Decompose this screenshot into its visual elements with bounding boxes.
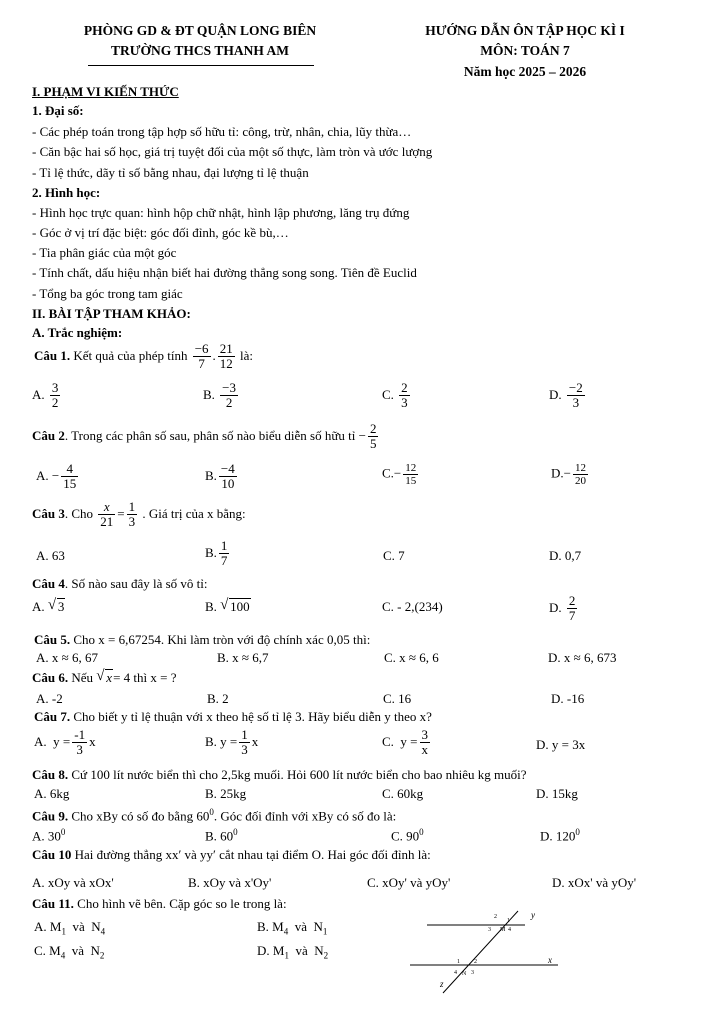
question-label: Câu 7.	[34, 709, 71, 724]
algebra-title: 1. Đại số:	[32, 103, 84, 118]
option-d[interactable]: D. 15kg	[536, 786, 578, 801]
option-label: B.	[257, 919, 269, 934]
question-label: Câu 9.	[32, 808, 69, 824]
degree: 0	[575, 827, 580, 837]
fraction	[399, 381, 410, 411]
option-c[interactable]: C. 16	[383, 691, 412, 706]
fraction	[218, 342, 235, 372]
angle-letter: M	[272, 919, 284, 934]
equation-lhs: y =	[400, 733, 418, 749]
question-text: có số đo bằng 60	[121, 808, 210, 824]
conjunction: và	[71, 943, 85, 958]
option-label: B.	[205, 599, 217, 614]
section-2-title: II. BÀI TẬP THAM KHẢO:	[32, 306, 191, 321]
angle-letter: N	[91, 919, 101, 934]
numerator: -1	[74, 727, 86, 742]
label-x: x	[548, 955, 552, 965]
header-rule	[88, 65, 314, 66]
option-label: A.	[34, 733, 47, 749]
numerator: 3	[51, 380, 59, 395]
angle-letter: M	[49, 943, 61, 958]
question-label: Câu 2	[32, 427, 65, 443]
conjunction: và	[295, 943, 308, 958]
fraction	[127, 500, 138, 530]
algebra-item: - Căn bậc hai số học, giá trị tuyệt đối của một số thực, làm tròn và ước lượng	[32, 144, 433, 159]
question-3	[32, 500, 246, 530]
option-a[interactable]	[36, 462, 80, 492]
fraction	[219, 462, 237, 492]
option-label: A.	[32, 386, 45, 402]
option-d[interactable]	[549, 381, 587, 411]
denominator: 7	[220, 553, 228, 569]
fraction	[567, 594, 578, 624]
point-m: M	[500, 927, 506, 933]
fraction	[72, 728, 87, 758]
multiple-choice-title: A. Trắc nghiệm:	[32, 325, 123, 340]
option-c[interactable]: C. xOy' và yOy'	[367, 875, 451, 890]
option-c[interactable]	[382, 381, 412, 411]
angle-index: 1	[322, 926, 328, 937]
option-label: C.	[382, 733, 394, 749]
geometry-item: - Tia phân giác của một góc	[32, 245, 177, 260]
option-c[interactable]: C. 60kg	[382, 786, 424, 801]
angle-letter: N	[314, 943, 324, 958]
fraction	[368, 422, 379, 452]
angle-n3: 3	[471, 970, 474, 976]
question-text: là:	[240, 347, 254, 363]
numerator: 2	[369, 421, 377, 436]
question-text: . Góc đối đỉnh với	[213, 808, 309, 824]
question-label: Câu 1.	[34, 347, 71, 363]
fraction	[403, 462, 418, 487]
option-label: A.	[32, 599, 45, 614]
label-y: y	[531, 910, 535, 920]
option-label: B.	[205, 467, 217, 483]
option-c[interactable]	[382, 462, 420, 487]
question-text: Cho biết y tỉ lệ thuận với x theo hệ số tỉ lệ 3. Hãy biểu diễn y theo x?	[73, 709, 432, 724]
question-text: Cứ 100 lít nước biển thì cho 2,5kg muối. Hỏi 600 lít nước biển cho bao nhiêu kg muối?	[71, 767, 527, 782]
option-c[interactable]: C. - 2,(234)	[382, 599, 443, 614]
angle-index: 2	[323, 950, 329, 961]
question-label: Câu 10	[32, 847, 72, 862]
option-d[interactable]	[549, 594, 579, 624]
angle-m4: 4	[508, 927, 511, 933]
option-a[interactable]	[32, 600, 65, 613]
minus-sign: −	[358, 427, 366, 443]
option-b[interactable]	[205, 828, 238, 842]
option-label: D.	[257, 943, 270, 958]
numerator: −4	[220, 461, 235, 476]
option-d[interactable]: D. xOx' và yOy'	[552, 875, 637, 890]
option-c[interactable]	[382, 728, 432, 758]
fraction	[193, 342, 211, 372]
denominator: 3	[401, 395, 408, 411]
conjunction: và	[294, 919, 308, 934]
fraction	[50, 381, 61, 411]
question-text: . Giá trị của x bằng:	[142, 505, 246, 521]
minus-sign: −	[393, 465, 402, 481]
question-label: Câu 3	[32, 505, 65, 521]
numerator: −3	[222, 380, 237, 395]
denominator: 5	[369, 436, 377, 452]
radicand: 100	[230, 599, 250, 614]
angle-n4: 4	[454, 970, 457, 976]
angle-letter: N	[313, 919, 323, 934]
algebra-item: - Tỉ lệ thức, dãy tỉ số bằng nhau, đại lượng tỉ lệ thuận	[32, 165, 309, 180]
fraction	[420, 728, 431, 758]
option-label: A.	[36, 467, 49, 483]
subject: MÔN: TOÁN 7	[480, 43, 570, 58]
denominator: 21	[100, 514, 114, 530]
fraction	[567, 381, 585, 411]
angle-index: 4	[283, 926, 289, 937]
numerator: 4	[61, 462, 78, 477]
variable: x	[89, 733, 96, 749]
option-text: B. 60	[205, 828, 234, 844]
geometry-item: - Tính chất, dấu hiệu nhận biết hai đường thẳng song song. Tiên đề Euclid	[32, 265, 417, 280]
numerator: 1	[220, 538, 228, 553]
angle-n2: 2	[474, 959, 477, 965]
denominator: 3	[128, 514, 136, 530]
option-text: A. 30	[32, 828, 61, 844]
option-a[interactable]	[34, 728, 96, 758]
option-b[interactable]	[205, 462, 239, 492]
denominator: 12	[219, 356, 233, 372]
option-c[interactable]: C. x ≈ 6, 6	[384, 650, 439, 665]
option-d[interactable]	[257, 944, 328, 961]
option-label: D.	[551, 465, 564, 481]
numerator: −2	[568, 380, 583, 395]
option-text: D. 120	[540, 828, 576, 844]
denominator: x	[421, 742, 429, 758]
option-label: D.	[549, 599, 562, 615]
minus-sign: −	[563, 465, 571, 481]
option-a[interactable]: A. -2	[36, 691, 63, 706]
numerator: 2	[568, 593, 576, 608]
question-text: Kết quả của phép tính	[73, 347, 188, 363]
option-b[interactable]	[205, 539, 231, 569]
degree: 0	[233, 827, 238, 837]
option-a[interactable]: A. xOy và xOx'	[32, 875, 114, 890]
question-4	[32, 577, 208, 590]
radicand: 3	[57, 599, 65, 614]
algebra-item: - Các phép toán trong tập hợp số hữu tỉ: công, trừ, nhân, chia, lũy thừa…	[32, 124, 412, 139]
angle-index: 2	[99, 950, 105, 961]
question-6	[32, 671, 177, 684]
fraction	[61, 462, 78, 492]
numerator: 1	[128, 499, 136, 514]
school-dept: PHÒNG GD & ĐT QUẬN LONG BIÊN	[83, 23, 317, 38]
angle-m3: 3	[488, 927, 491, 933]
school-name: TRƯỜNG THCS THANH AM	[111, 43, 289, 58]
numerator: −6	[194, 341, 209, 356]
option-d[interactable]	[551, 462, 590, 487]
question-text: Nếu	[71, 670, 94, 685]
option-a[interactable]	[34, 920, 105, 937]
option-label: C.	[34, 943, 46, 958]
denominator: 15	[405, 475, 417, 488]
denominator: 2	[225, 395, 233, 411]
question-text: = 4 thì x = ?	[113, 670, 177, 685]
question-label: Câu 6.	[32, 670, 69, 685]
angle-n1: 1	[457, 959, 460, 965]
question-2	[32, 422, 380, 452]
fraction	[573, 462, 588, 487]
question-label: Câu 11.	[32, 896, 74, 911]
option-b[interactable]	[203, 381, 240, 411]
equation-lhs: y =	[53, 733, 71, 749]
question-1	[34, 342, 253, 372]
geometry-item: - Hình học trực quan: hình hộp chữ nhật, hình lập phương, lăng trụ đứng	[32, 205, 410, 220]
question-text: có số đo là:	[336, 808, 397, 824]
option-label: D.	[549, 386, 562, 402]
sqrt	[48, 600, 66, 613]
option-b[interactable]: B. 2	[207, 691, 229, 706]
degree: 0	[209, 807, 214, 817]
denominator: 2	[51, 395, 59, 411]
question-7	[34, 710, 432, 723]
sqrt	[220, 600, 251, 613]
parallel-lines-figure	[400, 905, 570, 995]
option-b[interactable]: B. x ≈ 6,7	[217, 650, 269, 665]
fraction	[220, 381, 238, 411]
doc-title: HƯỚNG DẪN ÔN TẬP HỌC KÌ I	[425, 23, 625, 38]
multiply-dot: .	[212, 347, 216, 363]
denominator: 15	[63, 476, 77, 492]
angle-m1: 1	[507, 918, 510, 924]
angle-name: xBy	[311, 808, 334, 824]
question-text: Hai đường thẳng xx′ và yy′ cắt nhau tại điểm O. Hai góc đối đỉnh là:	[74, 847, 431, 862]
label-z: z	[440, 979, 444, 989]
option-text: C. 90	[391, 828, 420, 844]
option-d[interactable]: D. y = 3x	[536, 737, 586, 752]
denominator: 3	[241, 742, 248, 758]
question-5	[34, 633, 370, 646]
option-b[interactable]	[205, 728, 258, 758]
geometry-item: - Góc ở vị trí đặc biệt: góc đối đỉnh, góc kề bù,…	[32, 225, 289, 240]
numerator: 21	[219, 341, 233, 356]
option-c[interactable]	[34, 944, 104, 961]
angle-index: 4	[60, 950, 66, 961]
denominator: 3	[76, 742, 83, 758]
school-year: Năm học 2025 – 2026	[463, 64, 587, 79]
angle-name: xBy	[96, 808, 118, 824]
option-d[interactable]: D. x ≈ 6, 673	[548, 650, 617, 665]
question-label: Câu 8.	[32, 767, 69, 782]
fraction	[98, 500, 115, 530]
angle-letter: M	[49, 919, 62, 934]
question-text: . Số nào sau đây là số vô tỉ:	[64, 576, 208, 591]
option-b[interactable]	[257, 920, 327, 937]
fraction	[219, 539, 230, 569]
angle-letter: M	[272, 943, 285, 958]
option-d[interactable]	[540, 828, 580, 842]
option-c[interactable]: C. 7	[383, 548, 405, 563]
numerator: 1	[241, 727, 248, 742]
degree: 0	[60, 827, 66, 837]
question-text: Cho	[71, 808, 94, 824]
option-b[interactable]: B. xOy và x'Oy'	[188, 875, 272, 890]
option-a[interactable]: A. x ≈ 6, 67	[36, 650, 99, 665]
angle-m2: 2	[494, 914, 497, 920]
option-a[interactable]: A. 6kg	[34, 786, 70, 801]
option-d[interactable]: D. 0,7	[549, 548, 582, 563]
conjunction: và	[72, 919, 85, 934]
numerator: 3	[421, 727, 429, 742]
point-n: N	[462, 971, 467, 977]
equals-sign: =	[117, 505, 125, 521]
question-9	[32, 808, 396, 822]
angle-index: 4	[100, 926, 106, 937]
option-b[interactable]	[205, 600, 251, 613]
numerator: 12	[574, 462, 586, 474]
denominator: 7	[568, 608, 576, 624]
equation-lhs: y =	[220, 733, 238, 749]
angle-letter: N	[90, 943, 100, 958]
geometry-title: 2. Hình học:	[32, 185, 101, 200]
denominator: 20	[574, 475, 586, 488]
option-a[interactable]	[32, 828, 65, 842]
angle-index: 1	[284, 950, 289, 961]
option-label: B.	[205, 733, 217, 749]
option-label: A.	[34, 919, 47, 934]
degree: 0	[419, 827, 424, 837]
option-label: B.	[205, 544, 217, 560]
option-b[interactable]: B. 25kg	[205, 786, 247, 801]
numerator: 2	[401, 380, 408, 395]
numerator: 12	[405, 462, 417, 474]
numerator: x	[98, 500, 115, 515]
question-10	[32, 848, 431, 861]
question-11	[32, 897, 287, 910]
sqrt	[96, 671, 113, 684]
question-text: Cho x = 6,67254. Khi làm tròn với độ chính xác 0,05 thì:	[73, 632, 371, 647]
denominator: 3	[572, 395, 580, 411]
variable: x	[251, 733, 259, 749]
question-label: Câu 4	[32, 576, 65, 591]
option-a[interactable]	[32, 381, 62, 411]
option-c[interactable]	[391, 828, 424, 842]
question-text: . Cho	[64, 505, 94, 521]
option-label: B.	[203, 386, 215, 402]
fraction	[239, 728, 250, 758]
geometry-item: - Tổng ba góc trong tam giác	[32, 286, 183, 301]
question-8	[32, 768, 527, 781]
section-1-title: I. PHẠM VI KIẾN THỨC	[32, 84, 179, 99]
question-text: Cho hình vẽ bên. Cặp góc so le trong là:	[77, 896, 287, 911]
question-text: . Trong các phân số sau, phân số nào biểu diễn số hữu tỉ	[64, 427, 356, 443]
option-label: C.	[382, 465, 394, 481]
option-a[interactable]: A. 63	[36, 548, 65, 563]
angle-index: 1	[61, 926, 66, 937]
option-d[interactable]: D. -16	[551, 691, 585, 706]
question-label: Câu 5.	[34, 632, 71, 647]
option-label: C.	[382, 386, 394, 402]
denominator: 10	[221, 476, 235, 492]
radicand: x	[106, 670, 113, 685]
minus-sign: −	[51, 467, 60, 483]
denominator: 7	[198, 356, 205, 372]
